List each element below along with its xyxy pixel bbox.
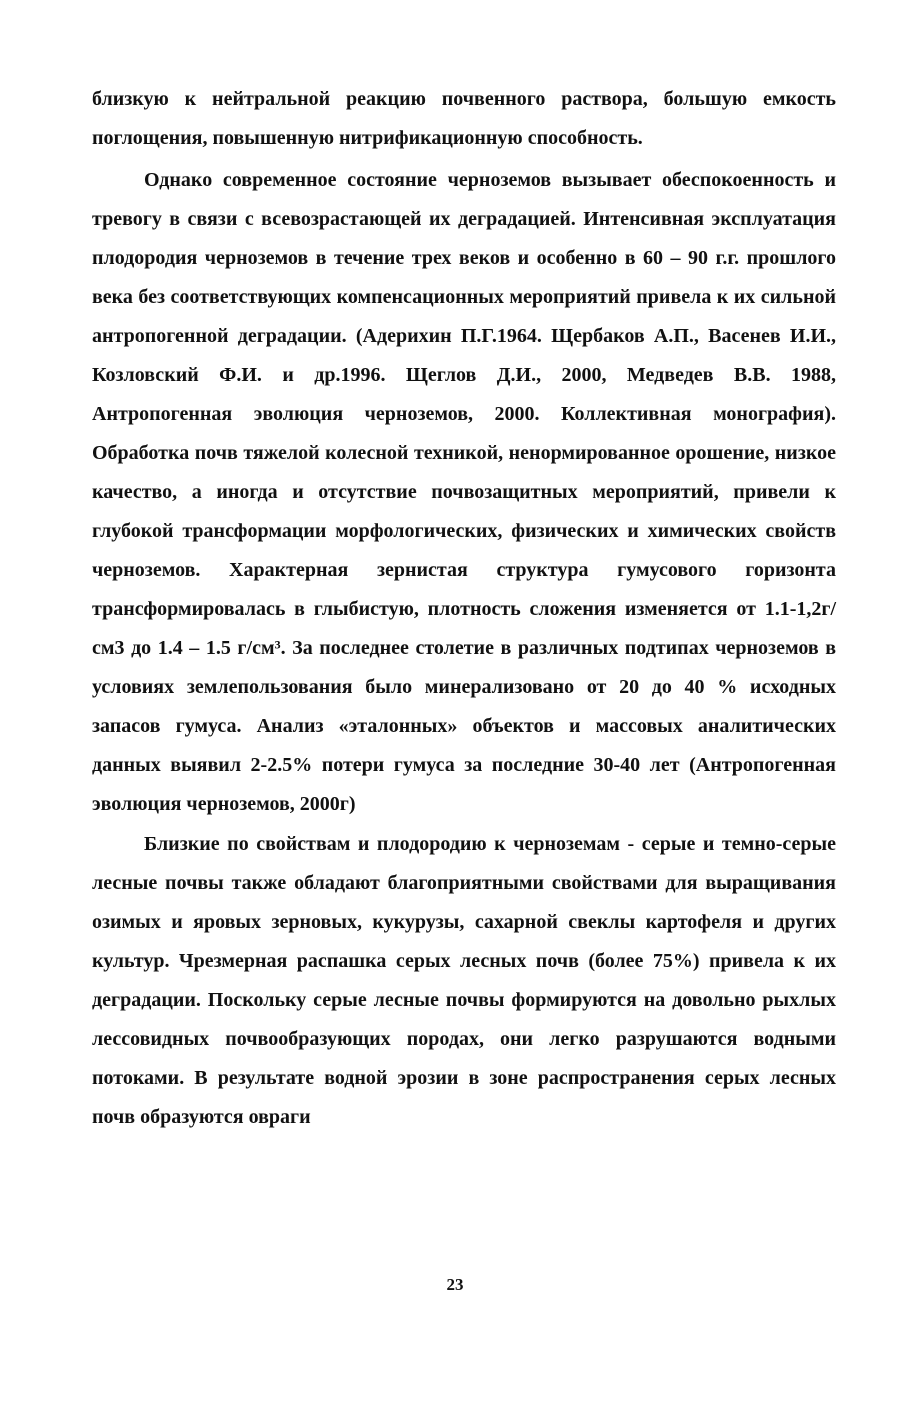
paragraph-gray-forest-soils: Близкие по свойствам и плодородию к черноземам - серые и темно-серые лесные почвы также обладают благоприятными свойствами для выращивания озимых и яровых зерновых, кукурузы, сахарной свеклы картофеля и других культур. Чрезмерная распашка серых лесных почв (более 75%) привела к их деградации. Поскольку серые лесные почвы формируются на довольно рыхлых лессовидных почвообразующих породах, они легко разрушаются водными потоками. В результате водной эрозии в зоне распространения серых лесных почв образуются овраги [92,833,836,1128]
paragraph-continuation: близкую к нейтральной реакцию почвенного раствора, большую емкость поглощения, повышенную нитрификационную способность. [92,88,836,149]
paragraph-chernozem-degradation: Однако современное состояние черноземов вызывает обеспокоенность и тревогу в связи с всевозрастающей их деградацией. Интенсивная эксплуатация плодородия черноземов в течение трех веков и особенно в 60 – 90 г.г. прошлого века без соответствующих компенсационных мероприятий привела к их сильной антропогенной деградации. (Адерихин П.Г.1964. Щербаков А.П., Васенев И.И., Козловский Ф.И. и др.1996. Щеглов Д.И., 2000, Медведев В.В. 1988, Антропогенная эволюция черноземов, 2000. Коллективная монография). Обработка почв тяжелой колесной техникой, ненормированное орошение, низкое качество, а иногда и отсутствие почвозащитных мероприятий, привели к глубокой трансформации морфологических, физических и химических свойств черноземов. Характерная зернистая структура гумусового горизонта трансформировалась в глыбистую, плотность сложения изменяется от 1.1-1,2г/см3 до 1.4 – 1.5 г/см³. За последнее столетие в различных подтипах черноземов в условиях землепользования было минерализовано от 20 до 40 % исходных запасов гумуса. Анализ «эталонных» объектов и массовых аналитических данных выявил 2-2.5% потери гумуса за последние 30-40 лет (Антропогенная эволюция черноземов, 2000г) [92,169,836,815]
body-text [92,80,836,1137]
page-number: 23 [446,1275,464,1294]
